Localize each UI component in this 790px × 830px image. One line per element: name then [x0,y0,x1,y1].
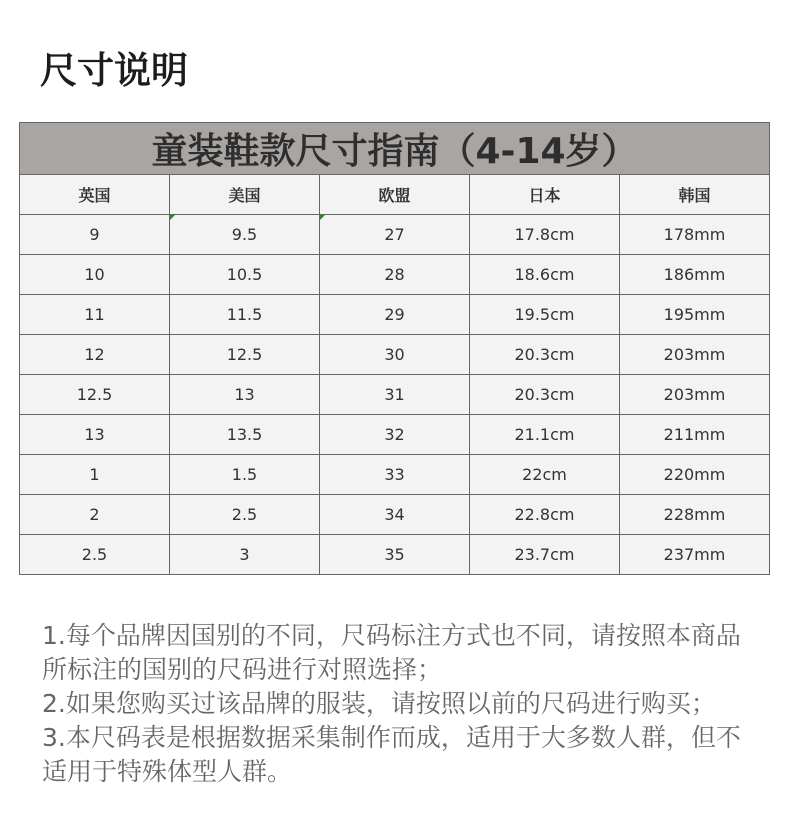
table-cell-value: 1 [89,465,100,484]
table-cell [20,255,170,295]
table-cell-value: 3 [239,545,250,564]
table-cell [320,535,470,575]
table-cell [170,455,320,495]
table-cell [620,215,770,255]
note-item: 2.如果您购买过该品牌的服装，请按照以前的尺码进行购买； [42,689,716,718]
table-title [20,123,770,175]
table-cell [170,255,320,295]
note-item: 3.本尺码表是根据数据采集制作而成，适用于大多数人群，但不适用于特殊体型人群。 [42,723,741,786]
notes [42,619,754,789]
table-cell [20,335,170,375]
table-cell-value: 18.6cm [514,265,575,284]
table-cell [470,375,620,415]
table-cell-value: 11 [84,305,105,324]
table-cell-value: 1.5 [231,465,258,484]
note-item: 1.每个品牌因国别的不同，尺码标注方式也不同，请按照本商品所标注的国别的尺码进行对照选择； [42,621,741,684]
table-cell [620,335,770,375]
table-cell-value: 13.5 [226,425,263,444]
table-cell-value: 32 [384,425,405,444]
table-title-text: 童装鞋款尺寸指南（4-14岁） [151,131,638,172]
column-header-label: 韩国 [678,186,711,205]
table-cell [620,535,770,575]
table-cell-value: 186mm [663,265,726,284]
table-cell [620,375,770,415]
table-cell-value: 13 [234,385,255,404]
table-cell-value: 23.7cm [514,545,575,564]
table-cell-value: 211mm [663,425,726,444]
table-cell [320,415,470,455]
table-cell [170,495,320,535]
table-cell [20,455,170,495]
table-cell [20,495,170,535]
table-cell-value: 203mm [663,345,726,364]
table-cell [620,415,770,455]
table-cell-value: 9 [89,225,100,244]
page-title: 尺寸说明 [40,49,188,92]
table-cell [20,535,170,575]
column-header-label: 日本 [528,186,561,205]
table-cell-value: 22.8cm [514,505,575,524]
table-cell [620,255,770,295]
table-cell [320,455,470,495]
table-cell [20,375,170,415]
table-cell [320,495,470,535]
table-cell [320,255,470,295]
table-cell-value: 2 [89,505,100,524]
table-cell [320,215,470,255]
table-cell-value: 33 [384,465,405,484]
table-cell [470,295,620,335]
table-cell [470,255,620,295]
table-cell-value: 19.5cm [514,305,575,324]
table-cell [620,495,770,535]
table-cell-value: 13 [84,425,105,444]
table-cell-value: 29 [384,305,405,324]
table-cell-value: 220mm [663,465,726,484]
table-cell [620,455,770,495]
table-cell-value: 178mm [663,225,726,244]
table-cell [320,335,470,375]
column-header [20,175,170,215]
table-cell-value: 195mm [663,305,726,324]
table-cell [470,415,620,455]
table-cell [620,295,770,335]
table-cell-value: 27 [384,225,405,244]
table-cell-value: 10.5 [226,265,263,284]
table-cell-value: 2.5 [81,545,108,564]
table-cell [170,335,320,375]
comment-marker-icon [170,215,175,220]
table-cell-value: 35 [384,545,405,564]
table-cell-value: 17.8cm [514,225,575,244]
table-cell-value: 28 [384,265,405,284]
table-cell-value: 31 [384,385,405,404]
column-header [170,175,320,215]
column-header-label: 英国 [78,186,111,205]
table-cell-value: 228mm [663,505,726,524]
table-cell [170,295,320,335]
table-cell [170,535,320,575]
table-cell [470,495,620,535]
table-cell-value: 2.5 [231,505,258,524]
column-header [470,175,620,215]
table-cell [470,335,620,375]
column-header [620,175,770,215]
table-cell-value: 9.5 [231,225,258,244]
table-cell-value: 20.3cm [514,385,575,404]
table-cell-value: 12 [84,345,105,364]
size-table [19,122,770,575]
table-cell-value: 237mm [663,545,726,564]
column-header-label: 欧盟 [378,186,411,205]
table-cell-value: 20.3cm [514,345,575,364]
table-cell-value: 22cm [522,465,567,484]
table-cell [170,375,320,415]
table-cell [320,295,470,335]
table-cell-value: 11.5 [226,305,263,324]
table-cell [170,415,320,455]
table-cell-value: 12.5 [76,385,113,404]
table-cell [470,535,620,575]
table-cell-value: 12.5 [226,345,263,364]
table-cell [20,295,170,335]
table-cell [320,375,470,415]
table-cell-value: 10 [84,265,105,284]
table-cell [170,215,320,255]
table-cell [20,415,170,455]
column-header-label: 美国 [228,186,261,205]
table-cell [470,455,620,495]
comment-marker-icon [320,215,325,220]
table-cell-value: 21.1cm [514,425,575,444]
table-cell [470,215,620,255]
table-cell-value: 34 [384,505,405,524]
table-cell-value: 203mm [663,385,726,404]
column-header [320,175,470,215]
table-cell [20,215,170,255]
table-cell-value: 30 [384,345,405,364]
